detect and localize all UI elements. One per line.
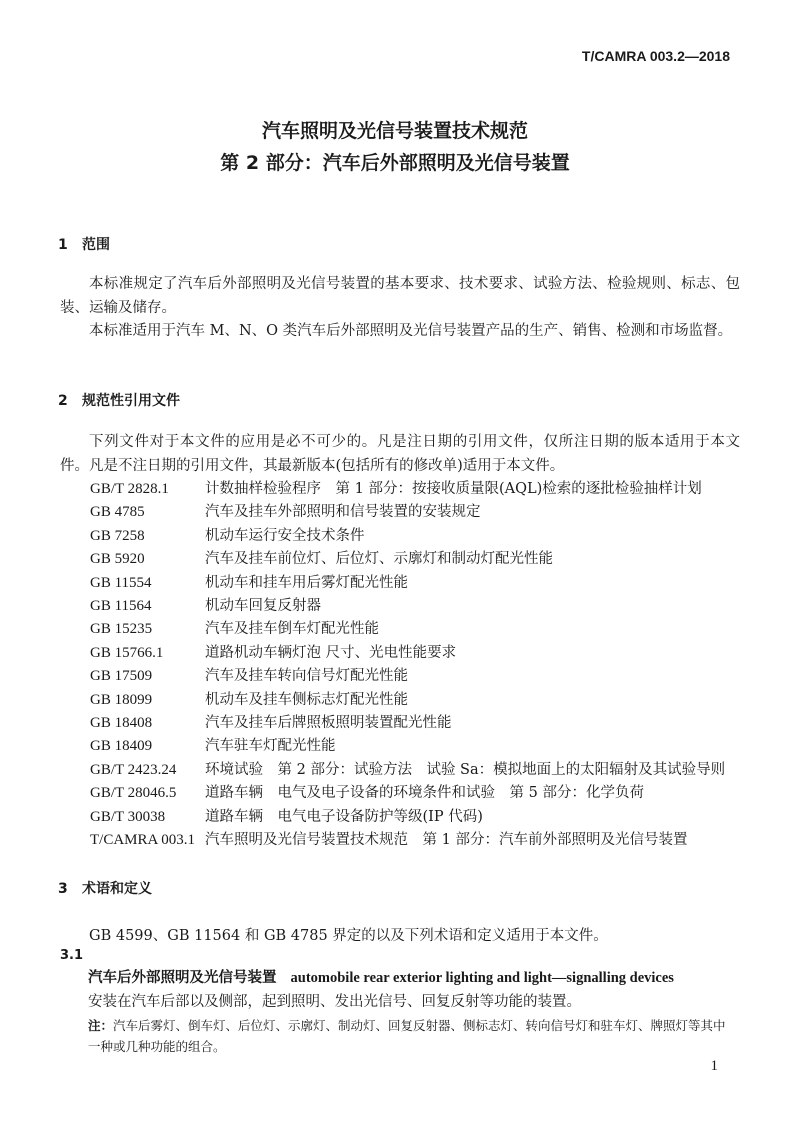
reference-title: 机动车回复反射器 bbox=[205, 598, 321, 615]
reference-item bbox=[90, 759, 740, 782]
reference-code: GB 17509 bbox=[90, 668, 153, 685]
reference-item bbox=[90, 548, 740, 571]
doc-title: 汽车照明及光信号装置技术规范 bbox=[261, 120, 528, 142]
page-number: 1 bbox=[710, 1058, 718, 1074]
section-heading-1: 1 范围 bbox=[58, 237, 110, 253]
reference-code: GB 11564 bbox=[90, 598, 152, 615]
reference-code: T/CAMRA 003.1 bbox=[90, 832, 196, 849]
reference-title: 汽车及挂车前位灯、后位灯、示廓灯和制动灯配光性能 bbox=[205, 551, 553, 568]
clause-number: 3.1 bbox=[60, 948, 84, 963]
reference-title: 汽车及挂车后牌照板照明装置配光性能 bbox=[205, 715, 452, 732]
section-1-para-1: 本标准规定了汽车后外部照明及光信号装置的基本要求、技术要求、试验方法、检验规则、标志、包装、运输及储存。 bbox=[60, 276, 740, 316]
section-1-para-2: 本标准适用于汽车 M、N、O 类汽车后外部照明及光信号装置产品的生产、销售、检测和市场监督。 bbox=[89, 323, 733, 339]
reference-code: GB/T 2828.1 bbox=[90, 481, 169, 497]
reference-title: 道路车辆 电气电子设备防护等级(IP 代码) bbox=[205, 808, 483, 825]
section-3-para-1: GB 4599、GB 11564 和 GB 4785 界定的以及下列术语和定义适用于本文件。 bbox=[89, 928, 608, 944]
reference-item bbox=[90, 782, 740, 805]
reference-code: GB 18409 bbox=[90, 738, 153, 755]
reference-item bbox=[90, 712, 740, 735]
section-heading-3: 3 术语和定义 bbox=[58, 881, 152, 897]
reference-title: 机动车和挂车用后雾灯配光性能 bbox=[205, 574, 408, 591]
reference-title: 汽车照明及光信号装置技术规范 第 1 部分：汽车前外部照明及光信号装置 bbox=[205, 832, 688, 849]
reference-code: GB/T 30038 bbox=[90, 808, 166, 825]
reference-item bbox=[90, 735, 740, 758]
term-zh: 汽车后外部照明及光信号装置 bbox=[88, 970, 277, 986]
reference-title: 环境试验 第 2 部分：试验方法 试验 Sa：模拟地面上的太阳辐射及其试验导则 bbox=[205, 761, 726, 778]
reference-code: GB 15766.1 bbox=[90, 644, 164, 661]
term-note: 注：汽车后雾灯、倒车灯、后位灯、示廓灯、制动灯、回复反射器、侧标志灯、转向信号灯和驻车灯、牌照灯等其中一种或几种功能的组合。 bbox=[88, 1018, 726, 1054]
reference-item bbox=[90, 618, 740, 641]
reference-title: 汽车及挂车倒车灯配光性能 bbox=[205, 621, 379, 638]
doc-subtitle: 第 2 部分：汽车后外部照明及光信号装置 bbox=[220, 152, 570, 174]
reference-title: 计数抽样检验程序 第 1 部分：按接收质量限(AQL)检索的逐批检验抽样计划 bbox=[205, 481, 702, 497]
section-heading-2: 2 规范性引用文件 bbox=[58, 393, 180, 409]
section-2-para-1: 下列文件对于本文件的应用是必不可少的。凡是注日期的引用文件，仅所注日期的版本适用于本文件。凡是不注日期的引用文件，其最新版本(包括所有的修改单)适用于本文件。 bbox=[60, 434, 740, 474]
reference-code: GB 4785 bbox=[90, 504, 145, 521]
reference-title: 汽车及挂车转向信号灯配光性能 bbox=[205, 668, 408, 685]
reference-code: GB/T 28046.5 bbox=[90, 785, 177, 802]
reference-title: 道路车辆 电气及电子设备的环境条件和试验 第 5 部分：化学负荷 bbox=[205, 785, 644, 802]
document-id: T/CAMRA 003.2—2018 bbox=[581, 48, 730, 64]
reference-title: 汽车及挂车外部照明和信号装置的安装规定 bbox=[205, 504, 481, 521]
reference-item bbox=[90, 829, 740, 852]
reference-item bbox=[90, 501, 740, 524]
reference-item bbox=[90, 595, 740, 618]
reference-item bbox=[90, 665, 740, 688]
reference-item bbox=[90, 525, 740, 548]
reference-code: GB/T 2423.24 bbox=[90, 761, 177, 778]
reference-item bbox=[90, 806, 740, 829]
reference-title: 汽车驻车灯配光性能 bbox=[205, 738, 336, 755]
reference-item bbox=[90, 689, 740, 712]
reference-item bbox=[90, 642, 740, 665]
reference-title: 道路机动车辆灯泡 尺寸、光电性能要求 bbox=[205, 644, 457, 661]
reference-title: 机动车运行安全技术条件 bbox=[205, 527, 365, 544]
reference-item bbox=[90, 572, 740, 595]
reference-title: 机动车及挂车侧标志灯配光性能 bbox=[205, 691, 408, 708]
reference-code: GB 18408 bbox=[90, 715, 153, 732]
term-entry bbox=[88, 966, 674, 987]
reference-code: GB 15235 bbox=[90, 621, 153, 638]
term-en: automobile rear exterior lighting and light—signalling devices bbox=[290, 970, 674, 986]
normative-references-list bbox=[90, 478, 740, 853]
reference-code: GB 5920 bbox=[90, 551, 145, 568]
reference-code: GB 18099 bbox=[90, 691, 153, 708]
reference-code: GB 7258 bbox=[90, 527, 145, 544]
term-definition: 安装在汽车后部以及侧部，起到照明、发出光信号、回复反射等功能的装置。 bbox=[88, 994, 581, 1010]
reference-item bbox=[90, 478, 740, 501]
reference-code: GB 11554 bbox=[90, 574, 152, 591]
